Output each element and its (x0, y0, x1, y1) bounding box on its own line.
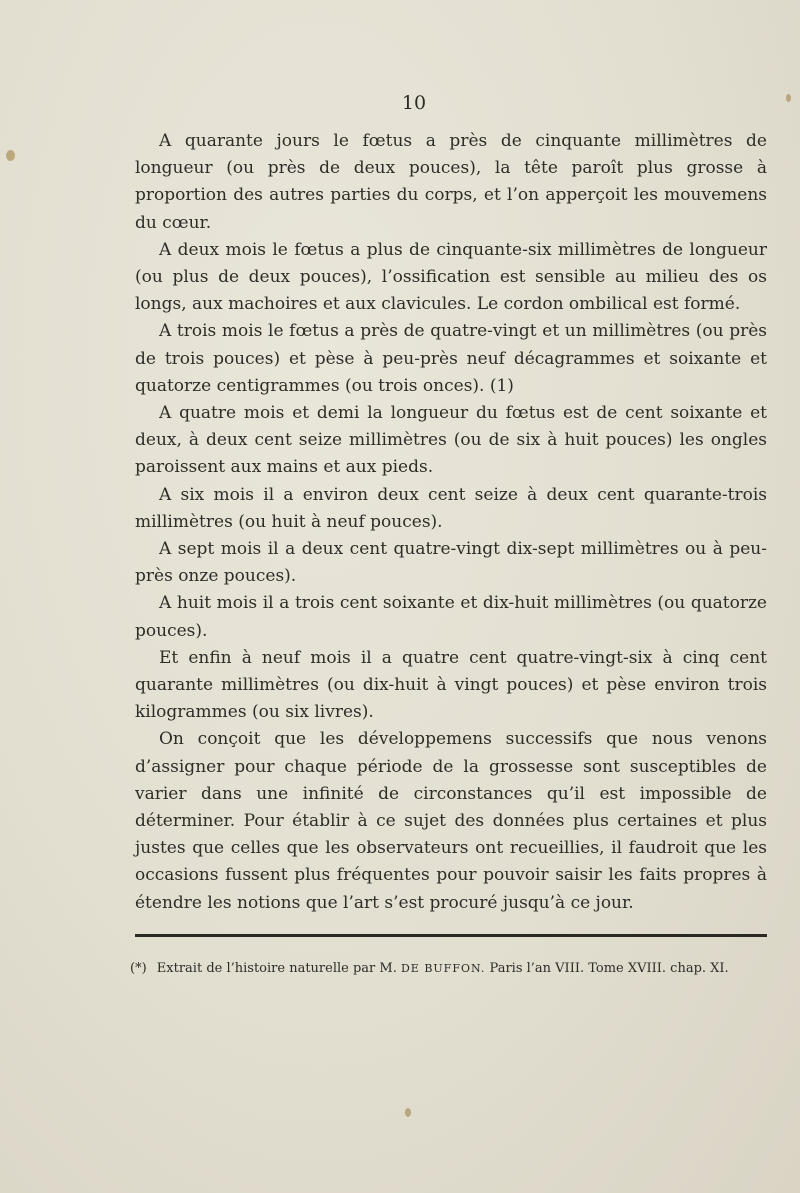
footnote-marker: (*) (130, 961, 147, 976)
paragraph-eight-months: A huit mois il a trois cent soixante et dix-huit millimètres (ou quatorze pouces). (135, 593, 767, 641)
paragraph-conclusion: On conçoit que les développemens successifs que nous venons d’assigner pour chaque période de la grossesse sont susceptibles de varier dans une infinité de circonstances qu’il est impossible de déterminer. Pour établir à ce sujet des données plus certaines et plus justes que celles que les observateurs ont recueillies, il faudroit que les occasions fussent plus fréquentes pour pouvoir saisir les faits propres à étendre les notions que l’art s’est procuré jusqu’à ce jour. (135, 729, 767, 913)
footnote-divider (135, 934, 767, 937)
paper-stain (6, 150, 15, 161)
body-text (135, 128, 767, 917)
footnote-author: DE BUFFON. (400, 962, 486, 975)
paragraph-four-months: A quatre mois et demi la longueur du fœtus est de cent soixante et deux, à deux cent seize millimètres (ou de six à huit pouces) les ongles paroissent aux mains et aux pieds. (135, 403, 767, 478)
paragraph-nine-months: Et enfin à neuf mois il a quatre cent quatre-vingt-six à cinq cent quarante millimètres (ou dix-huit à vingt pouces) et pèse environ trois kilogrammes (ou six livres). (135, 647, 767, 723)
footnote-text-after: Paris l’an VIII. Tome XVIII. chap. XI. (489, 961, 729, 976)
paragraph-seven-months: A sept mois il a deux cent quatre-vingt dix-sept millimètres ou à peu-près onze pouces). (135, 539, 767, 587)
paper-stain (786, 94, 791, 102)
page-number: 10 (401, 92, 427, 114)
paper-stain (405, 1108, 411, 1117)
paragraph-two-months: A deux mois le fœtus a plus de cinquante-six millimètres de longueur (ou plus de deux pouces), l’ossification est sensible au milieu des os longs, aux machoires et aux clavicules. Le cordon ombilical est formé. (135, 239, 767, 315)
footnote (130, 956, 770, 982)
paragraph-three-months: A trois mois le fœtus a près de quatre-vingt et un millimètres (ou près de trois pouces) et pèse à peu-près neuf décagrammes et soixante et quatorze centigrammes (ou trois onces). (1) (135, 321, 767, 396)
paragraph-forty-days: A quarante jours le fœtus a près de cinquante millimètres de longueur (ou près de deux pouces), la tête paroît plus grosse à proportion des autres parties du corps, et l’on apperçoit les mouvemens du cœur. (135, 131, 767, 233)
footnote-text-before: Extrait de l’histoire naturelle par M. (156, 961, 397, 976)
paragraph-six-months: A six mois il a environ deux cent seize à deux cent quarante-trois millimètres (ou huit à neuf pouces). (135, 484, 767, 532)
